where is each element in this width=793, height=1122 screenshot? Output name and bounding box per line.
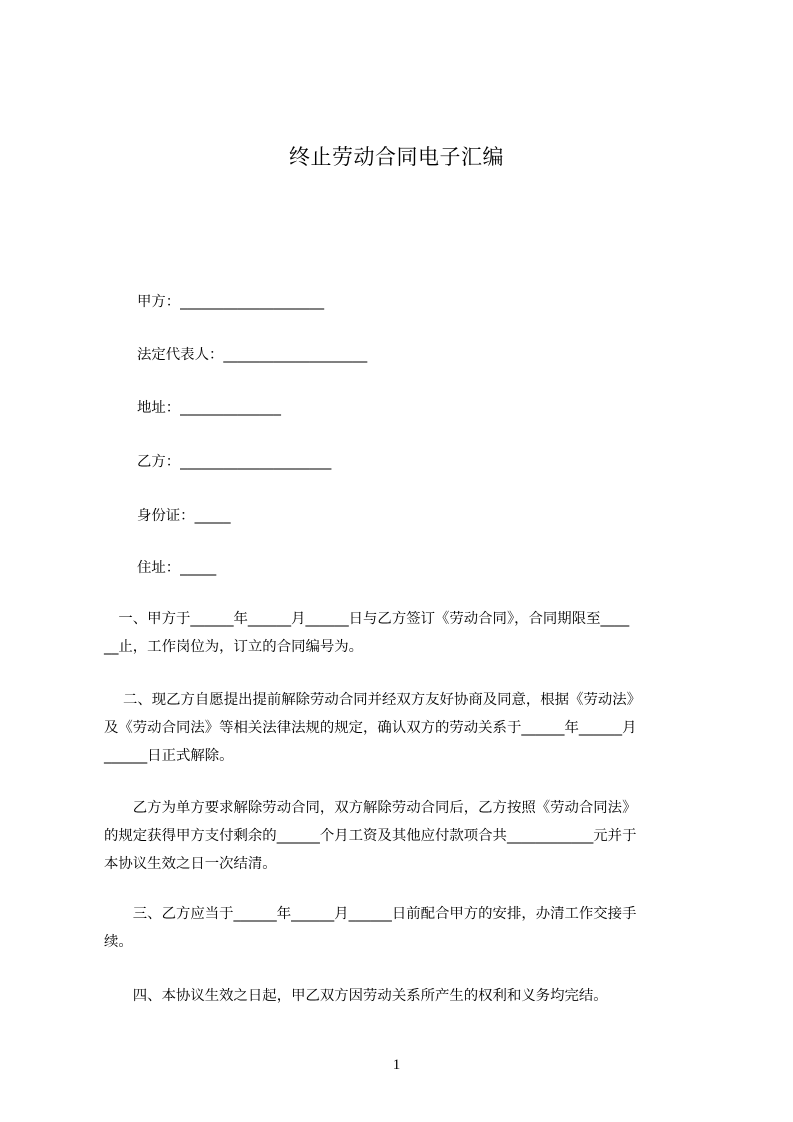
clause-2-supplement-line: 乙方为单方要求解除劳动合同，双方解除劳动合同后，乙方按照《劳动合同法》 (104, 800, 637, 816)
clause-2-supplement-line: 的规定获得甲方支付剩余的______个月工资及其他应付款项合共____________元并于 (104, 828, 637, 844)
clause-1-line: __止，工作岗位为，订立的合同编号为。 (104, 639, 364, 655)
page-number: 1 (392, 1057, 401, 1073)
clause-3-line: 三、乙方应当于______年______月______日前配合甲方的安排，办清工作交接手 (104, 906, 637, 922)
clause-2-line: ______日正式解除。 (104, 748, 234, 764)
legal-representative-field: 法定代表人：____________________ (137, 347, 368, 363)
clause-2-supplement-line: 本协议生效之日一次结清。 (104, 856, 277, 872)
clause-2 (104, 686, 700, 770)
party-a-field: 甲方：____________________ (137, 294, 325, 310)
clause-2-line: 及《劳动合同法》等相关法律法规的规定，确认双方的劳动关系于______年______月 (104, 720, 637, 736)
clause-1-line: 一、甲方于______年______月______日与乙方签订《劳动合同》，合同期限至____ (104, 611, 630, 627)
clause-2-line: 二、现乙方自愿提出提前解除劳动合同并经双方友好协商及同意，根据《劳动法》 (104, 692, 642, 708)
residence-field: 住址：_____ (137, 560, 217, 576)
clause-3-line: 续。 (104, 934, 133, 950)
clause-4-line: 四、本协议生效之日起，甲乙双方因劳动关系所产生的权利和义务均完结。 (104, 988, 608, 1004)
document-title: 终止劳动合同电子汇编 (289, 145, 504, 169)
clause-2-supplement (104, 794, 700, 878)
clause-3 (104, 900, 700, 956)
address-field: 地址：______________ (137, 400, 281, 416)
party-b-field: 乙方：_____________________ (137, 454, 332, 470)
clause-4 (104, 982, 700, 1010)
clause-1 (104, 605, 700, 661)
id-card-field: 身份证：_____ (137, 508, 231, 524)
